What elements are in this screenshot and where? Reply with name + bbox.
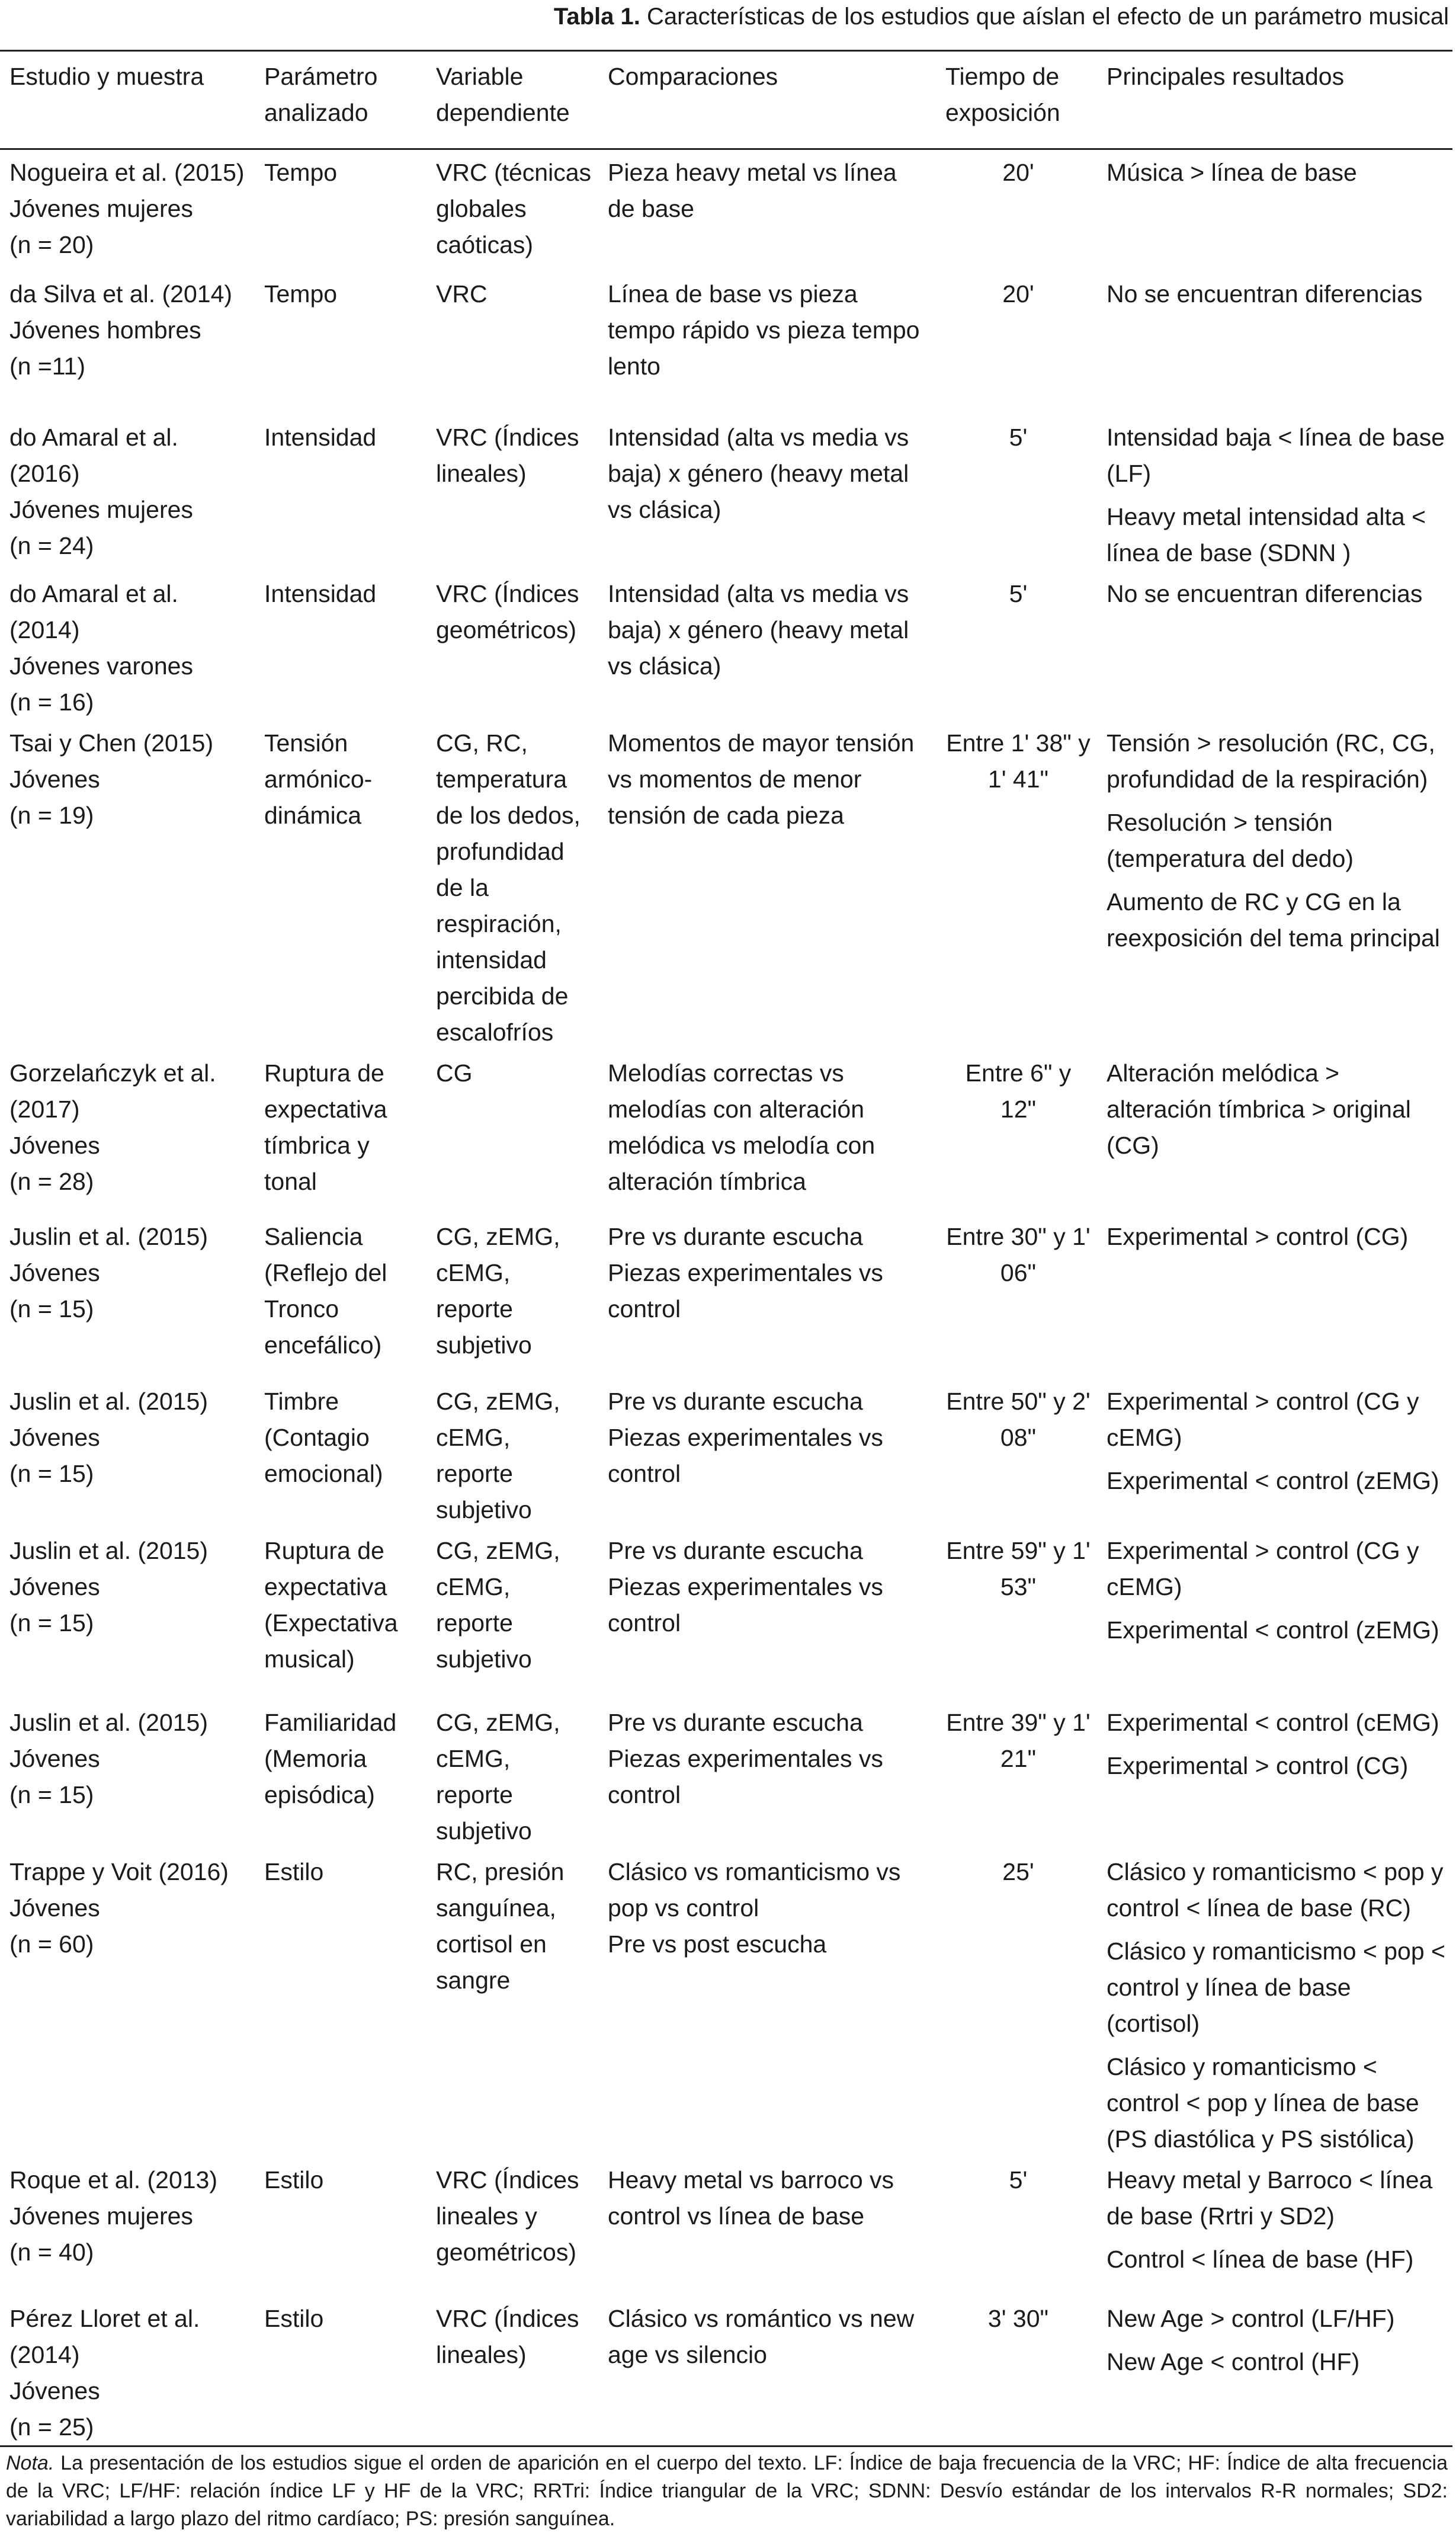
- cell-results: [1097, 1051, 1452, 1214]
- cell-results: [1097, 720, 1452, 1051]
- cell-results: [1097, 1214, 1452, 1379]
- cell-variable: RC, presión sanguínea, cortisol en sangre: [436, 1858, 565, 1994]
- study-n: (n = 16): [9, 688, 94, 716]
- study-name: Nogueira et al. (2015): [9, 159, 245, 186]
- table-header-row: [0, 51, 1452, 149]
- column-header-parameter: Parámetro analizado: [264, 63, 378, 126]
- table-row: [0, 2296, 1452, 2446]
- cell-time: 3' 30": [987, 2304, 1049, 2332]
- cell-study: [0, 1700, 255, 1849]
- cell-comparisons: [598, 2296, 936, 2446]
- study-n: (n =11): [9, 352, 86, 380]
- result-line: Experimental < control (zEMG): [1107, 1616, 1439, 1644]
- cell-study: [0, 720, 255, 1051]
- study-n: (n = 28): [9, 1167, 94, 1195]
- comparison-line: Momentos de mayor tensión vs momentos de menor tensión de cada pieza: [608, 729, 915, 829]
- cell-comparisons: [598, 1700, 936, 1849]
- study-n: (n = 15): [9, 1459, 94, 1487]
- cell-study: [0, 1849, 255, 2157]
- study-sample: Jóvenes: [9, 1131, 100, 1159]
- study-sample: Jóvenes varones: [9, 652, 193, 680]
- result-line: Experimental > control (CG y cEMG): [1107, 1536, 1419, 1600]
- table-row: [0, 2157, 1452, 2296]
- result-line: Alteración melódica > alteración tímbrica > original (CG): [1107, 1059, 1411, 1159]
- table-row: [0, 1700, 1452, 1849]
- cell-comparisons: [598, 271, 936, 415]
- cell-variable: CG, zEMG, cEMG, reporte subjetivo: [436, 1708, 560, 1844]
- cell-time: 20': [1002, 280, 1034, 308]
- study-name: da Silva et al. (2014): [9, 280, 233, 308]
- column-header-results: Principales resultados: [1107, 63, 1345, 90]
- result-line: Control < línea de base (HF): [1107, 2245, 1414, 2273]
- result-line: New Age > control (LF/HF): [1107, 2304, 1395, 2332]
- cell-study: [0, 415, 255, 571]
- cell-parameter: Ruptura de expectativa (Expectativa musical): [264, 1536, 398, 1673]
- cell-results: [1097, 271, 1452, 415]
- cell-results: [1097, 1700, 1452, 1849]
- cell-time: Entre 59" y 1' 53": [946, 1536, 1091, 1600]
- study-n: (n = 20): [9, 231, 94, 258]
- cell-results: [1097, 149, 1452, 271]
- column-header-time: Tiempo de exposición: [945, 63, 1060, 126]
- cell-parameter: Tempo: [264, 280, 338, 308]
- table-row: [0, 720, 1452, 1051]
- cell-comparisons: [598, 415, 936, 571]
- table-title: Características de los estudios que aíslan el efecto de un parámetro musical: [640, 4, 1449, 30]
- cell-study: [0, 1051, 255, 1214]
- column-header-variable: Variable dependiente: [436, 63, 570, 126]
- cell-results: [1097, 2157, 1452, 2296]
- table-row: [0, 271, 1452, 415]
- comparison-line: Clásico vs romántico vs new age vs silencio: [608, 2304, 915, 2368]
- comparison-line: Melodías correctas vs melodías con alteración melódica vs melodía con alteración tímbrica: [608, 1059, 875, 1195]
- study-sample: Jóvenes hombres: [9, 316, 201, 344]
- cell-time: Entre 39" y 1' 21": [946, 1708, 1091, 1772]
- study-name: Roque et al. (2013): [9, 2166, 218, 2193]
- studies-table: [0, 50, 1452, 2447]
- cell-results: [1097, 415, 1452, 571]
- cell-parameter: Timbre (Contagio emocional): [264, 1387, 383, 1487]
- cell-study: [0, 1379, 255, 1528]
- cell-time: Entre 1' 38" y 1' 41": [946, 729, 1091, 793]
- cell-parameter: Intensidad: [264, 579, 377, 607]
- result-line: Tensión > resolución (RC, CG, profundidad de la respiración): [1107, 729, 1435, 793]
- comparison-line: Intensidad (alta vs media vs baja) x género (heavy metal vs clásica): [608, 579, 909, 680]
- column-header-comparisons: Comparaciones: [608, 63, 778, 90]
- cell-comparisons: [598, 149, 936, 271]
- cell-time: 25': [1002, 1858, 1034, 1885]
- study-n: (n = 40): [9, 2238, 94, 2266]
- cell-variable: CG, RC, temperatura de los dedos, profundidad de la respiración, intensidad percibida de escalofríos: [436, 729, 581, 1046]
- result-line: Aumento de RC y CG en la reexposición del tema principal: [1107, 888, 1440, 952]
- study-name: do Amaral et al. (2014): [9, 579, 178, 643]
- cell-comparisons: [598, 1051, 936, 1214]
- study-sample: Jóvenes: [9, 2377, 100, 2404]
- cell-comparisons: [598, 2157, 936, 2296]
- comparison-line: Pre vs durante escucha: [608, 1387, 863, 1415]
- study-sample: Jóvenes: [9, 1259, 100, 1286]
- cell-parameter: Tensión armónico-dinámica: [264, 729, 373, 829]
- study-name: Juslin et al. (2015): [9, 1708, 209, 1736]
- table-caption: [0, 0, 1452, 50]
- study-n: (n = 15): [9, 1295, 94, 1322]
- table-row: [0, 1379, 1452, 1528]
- study-name: Tsai y Chen (2015): [9, 729, 214, 757]
- cell-study: [0, 1214, 255, 1379]
- cell-comparisons: [598, 571, 936, 720]
- study-n: (n = 19): [9, 801, 94, 829]
- study-n: (n = 24): [9, 531, 94, 559]
- result-line: Experimental < control (cEMG): [1107, 1708, 1439, 1736]
- comparison-line: Pre vs durante escucha: [608, 1222, 863, 1250]
- study-sample: Jóvenes: [9, 1744, 100, 1772]
- study-n: (n = 25): [9, 2413, 94, 2441]
- cell-parameter: Tempo: [264, 159, 338, 186]
- cell-parameter: Saliencia (Reflejo del Tronco encefálico): [264, 1222, 387, 1359]
- result-line: Heavy metal y Barroco < línea de base (Rrtri y SD2): [1107, 2166, 1433, 2230]
- cell-study: [0, 149, 255, 271]
- study-name: Pérez Lloret et al. (2014): [9, 2304, 200, 2368]
- table-row: [0, 1849, 1452, 2157]
- note-label: Nota.: [6, 2451, 54, 2474]
- result-line: Resolución > tensión (temperatura del dedo): [1107, 808, 1354, 872]
- cell-parameter: Intensidad: [264, 423, 377, 451]
- cell-study: [0, 2157, 255, 2296]
- study-name: Juslin et al. (2015): [9, 1387, 209, 1415]
- result-line: Experimental > control (CG): [1107, 1751, 1409, 1779]
- result-line: Experimental > control (CG): [1107, 1222, 1409, 1250]
- study-name: Juslin et al. (2015): [9, 1222, 209, 1250]
- cell-parameter: Estilo: [264, 1858, 324, 1885]
- comparison-line: Línea de base vs pieza tempo rápido vs pieza tempo lento: [608, 280, 920, 380]
- comparison-line: Piezas experimentales vs control: [608, 1744, 883, 1808]
- cell-results: [1097, 1379, 1452, 1528]
- result-line: Experimental < control (zEMG): [1107, 1466, 1439, 1494]
- study-sample: Jóvenes mujeres: [9, 2202, 193, 2230]
- study-n: (n = 15): [9, 1781, 94, 1808]
- study-name: Trappe y Voit (2016): [9, 1858, 229, 1885]
- table-body: [0, 149, 1452, 2446]
- cell-variable: VRC (Índices lineales): [436, 423, 579, 487]
- cell-results: [1097, 2296, 1452, 2446]
- result-line: No se encuentran diferencias: [1107, 280, 1423, 308]
- cell-comparisons: [598, 1849, 936, 2157]
- cell-variable: VRC (técnicas globales caóticas): [436, 159, 592, 258]
- cell-results: [1097, 1849, 1452, 2157]
- cell-variable: VRC: [436, 280, 488, 308]
- table-row: [0, 1528, 1452, 1700]
- result-line: Música > línea de base: [1107, 159, 1357, 186]
- cell-variable: CG, zEMG, cEMG, reporte subjetivo: [436, 1536, 560, 1673]
- study-name: Gorzelańczyk et al. (2017): [9, 1059, 216, 1123]
- study-sample: Jóvenes: [9, 765, 100, 793]
- result-line: Heavy metal intensidad alta < línea de base (SDNN ): [1107, 502, 1426, 566]
- comparison-line: Pieza heavy metal vs línea de base: [608, 159, 897, 222]
- cell-results: [1097, 1528, 1452, 1700]
- cell-time: Entre 50" y 2' 08": [946, 1387, 1091, 1451]
- cell-variable: VRC (Índices geométricos): [436, 579, 579, 643]
- comparison-line: Pre vs durante escucha: [608, 1708, 863, 1736]
- study-sample: Jóvenes: [9, 1573, 100, 1600]
- table-row: [0, 149, 1452, 271]
- comparison-line: Intensidad (alta vs media vs baja) x género (heavy metal vs clásica): [608, 423, 909, 523]
- study-n: (n = 60): [9, 1930, 94, 1958]
- cell-study: [0, 571, 255, 720]
- cell-time: Entre 6" y 12": [965, 1059, 1072, 1123]
- cell-time: 5': [1009, 579, 1028, 607]
- study-sample: Jóvenes mujeres: [9, 195, 193, 222]
- cell-comparisons: [598, 720, 936, 1051]
- comparison-line: Clásico vs romanticismo vs pop vs control: [608, 1858, 901, 1922]
- comparison-line: Piezas experimentales vs control: [608, 1259, 883, 1322]
- note-text: La presentación de los estudios sigue el orden de aparición en el cuerpo del texto. LF: Índice de baja frecuencia de la VRC; HF: Índice de alta frecuencia de la VRC; LF/HF: relación índice LF y HF de la VRC; RRTri: Índice triangular de la VRC; SDNN: Desvío estándar de los intervalos R-R normales; SD2: variabilidad a largo plazo del ritmo cardíaco; PS: presión sanguínea.: [6, 2451, 1448, 2530]
- table-row: [0, 1051, 1452, 1214]
- study-sample: Jóvenes: [9, 1423, 100, 1451]
- cell-study: [0, 271, 255, 415]
- cell-variable: VRC (Índices lineales): [436, 2304, 579, 2368]
- comparison-line: Pre vs durante escucha: [608, 1536, 863, 1564]
- cell-time: 5': [1009, 423, 1028, 451]
- result-line: Clásico y romanticismo < pop < control y línea de base (cortisol): [1107, 1937, 1445, 2037]
- table-row: [0, 571, 1452, 720]
- cell-study: [0, 1528, 255, 1700]
- result-line: Clásico y romanticismo < control < pop y línea de base (PS diastólica y PS sistólica): [1107, 2052, 1419, 2153]
- result-line: No se encuentran diferencias: [1107, 579, 1423, 607]
- comparison-line: Piezas experimentales vs control: [608, 1423, 883, 1487]
- result-line: New Age < control (HF): [1107, 2348, 1360, 2375]
- result-line: Clásico y romanticismo < pop y control < línea de base (RC): [1107, 1858, 1444, 1922]
- table-label: Tabla 1.: [553, 4, 640, 30]
- comparison-line: Piezas experimentales vs control: [608, 1573, 883, 1637]
- cell-comparisons: [598, 1379, 936, 1528]
- cell-comparisons: [598, 1214, 936, 1379]
- comparison-line: Heavy metal vs barroco vs control vs línea de base: [608, 2166, 894, 2230]
- study-name: Juslin et al. (2015): [9, 1536, 209, 1564]
- cell-time: 20': [1002, 159, 1034, 186]
- cell-variable: CG: [436, 1059, 473, 1087]
- cell-time: 5': [1009, 2166, 1028, 2193]
- cell-parameter: Ruptura de expectativa tímbrica y tonal: [264, 1059, 387, 1195]
- cell-study: [0, 2296, 255, 2446]
- cell-variable: CG, zEMG, cEMG, reporte subjetivo: [436, 1222, 560, 1359]
- study-sample: Jóvenes: [9, 1894, 100, 1922]
- result-line: Intensidad baja < línea de base (LF): [1107, 423, 1445, 487]
- cell-variable: VRC (Índices lineales y geométricos): [436, 2166, 579, 2266]
- cell-results: [1097, 571, 1452, 720]
- study-sample: Jóvenes mujeres: [9, 495, 193, 523]
- cell-parameter: Estilo: [264, 2166, 324, 2193]
- table-row: [0, 415, 1452, 571]
- comparison-line: Pre vs post escucha: [608, 1930, 827, 1958]
- result-line: Experimental > control (CG y cEMG): [1107, 1387, 1419, 1451]
- table-note: [0, 2447, 1452, 2533]
- cell-parameter: Estilo: [264, 2304, 324, 2332]
- study-name: do Amaral et al. (2016): [9, 423, 178, 487]
- study-n: (n = 15): [9, 1609, 94, 1637]
- cell-time: Entre 30" y 1' 06": [946, 1222, 1091, 1286]
- cell-comparisons: [598, 1528, 936, 1700]
- column-header-study: Estudio y muestra: [9, 63, 204, 90]
- cell-variable: CG, zEMG, cEMG, reporte subjetivo: [436, 1387, 560, 1523]
- table-row: [0, 1214, 1452, 1379]
- cell-parameter: Familiaridad (Memoria episódica): [264, 1708, 397, 1808]
